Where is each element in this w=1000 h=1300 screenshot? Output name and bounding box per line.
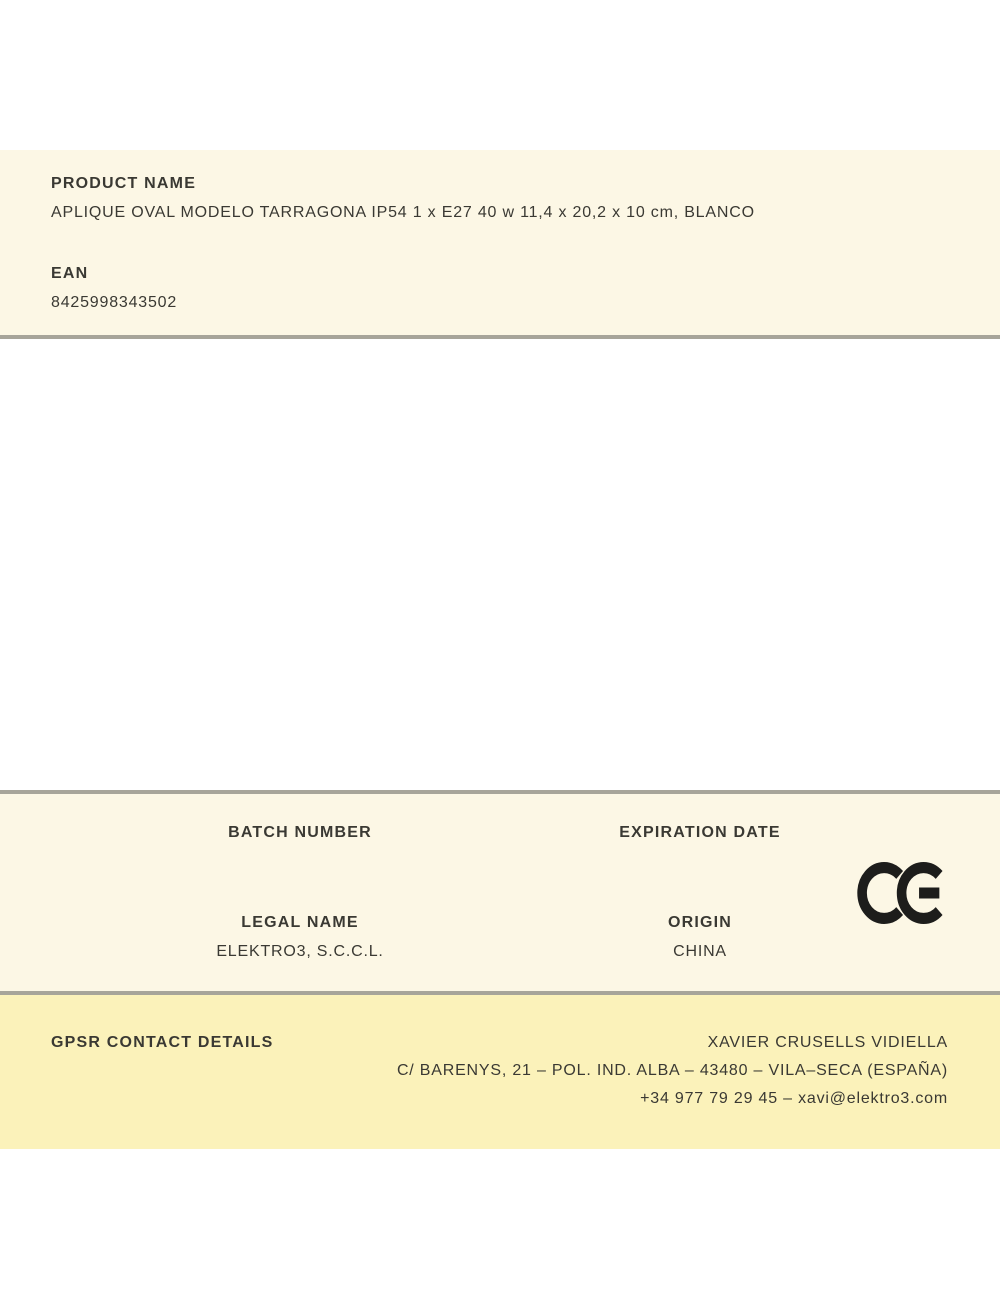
ean-value: 8425998343502: [51, 294, 178, 311]
expiration-date-label: EXPIRATION DATE: [619, 824, 781, 841]
gpsr-contact-section: [0, 991, 1000, 1149]
origin-value: CHINA: [673, 943, 727, 960]
contact-name: XAVIER CRUSELLS VIDIELLA: [707, 1034, 948, 1051]
ce-marking-icon: [857, 862, 945, 924]
ean-label: EAN: [51, 265, 89, 282]
origin-label: ORIGIN: [667, 914, 733, 931]
legal-name-label: LEGAL NAME: [241, 914, 359, 931]
batch-number-label: BATCH NUMBER: [228, 824, 372, 841]
product-section: [0, 150, 1000, 339]
contact-phone-email: +34 977 79 29 45 – xavi@elektro3.com: [640, 1090, 948, 1107]
legal-name-value: ELEKTRO3, S.C.C.L.: [216, 943, 384, 960]
gpsr-contact-label: GPSR CONTACT DETAILS: [51, 1034, 274, 1051]
contact-address: C/ BARENYS, 21 – POL. IND. ALBA – 43480 – VILA–SECA (ESPAÑA): [396, 1062, 948, 1079]
batch-legal-section: [0, 790, 1000, 991]
product-name-label: PRODUCT NAME: [51, 175, 197, 192]
product-name-value: APLIQUE OVAL MODELO TARRAGONA IP54 1 x E27 40 w 11,4 x 20,2 x 10 cm, BLANCO: [51, 204, 755, 221]
